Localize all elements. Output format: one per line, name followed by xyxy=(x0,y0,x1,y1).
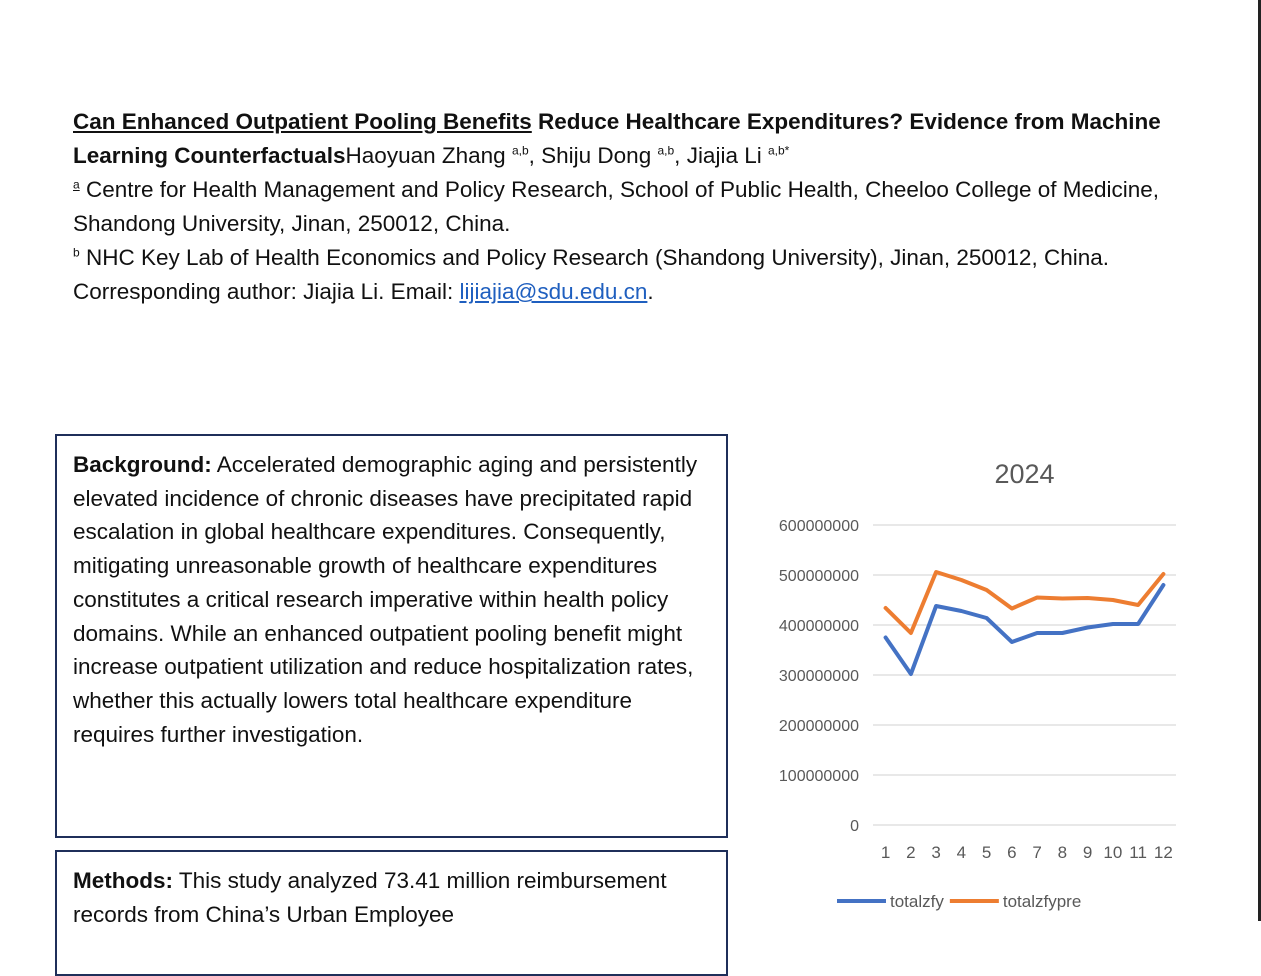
methods-paragraph xyxy=(73,864,710,931)
author-name: Jiajia Li xyxy=(686,143,762,168)
background-label: Background: xyxy=(73,452,212,477)
background-box xyxy=(55,434,728,838)
x-tick-label: 10 xyxy=(1103,843,1123,862)
methods-text: This study analyzed 73.41 million reimbursement records from China’s Urban Employee xyxy=(73,868,667,927)
background-text: Accelerated demographic aging and persistently elevated incidence of chronic diseases have precipitated rapid escalation in global healthcare expenditures. Consequently, mitigating unreasonable growth of healthcare expenditures constitutes a critical research imperative within health policy domains. While an enhanced outpatient pooling benefit might increase outpatient utilization and reduce hospitalization rates, whether this actually lowers total healthcare expenditure requires further investigation. xyxy=(73,452,698,747)
author-superscript: a,b* xyxy=(768,143,790,158)
line-chart xyxy=(740,440,1210,921)
affiliation-a xyxy=(73,173,1183,241)
paper-title-underlined: Can Enhanced Outpatient Pooling Benefits xyxy=(73,109,532,134)
x-tick-label: 3 xyxy=(931,843,941,862)
x-tick-label: 12 xyxy=(1153,843,1173,862)
affiliation-b xyxy=(73,241,1183,275)
author-superscript: a,b xyxy=(657,143,675,158)
legend-label-totalzfypre: totalzfypre xyxy=(1002,892,1082,911)
x-tick-label: 4 xyxy=(956,843,967,862)
y-tick-label: 500000000 xyxy=(778,568,859,585)
corresponding-prefix: Corresponding author: Jiajia Li. Email: xyxy=(73,279,460,304)
paper-title: Reduce Healthcare Expenditures? Evidence from Machine Learning Counterfactuals xyxy=(73,109,1161,168)
corresponding-suffix: . xyxy=(647,279,654,304)
methods-label: Methods: xyxy=(73,868,173,893)
background-paragraph xyxy=(73,448,710,751)
email-link[interactable]: lijiajia@sdu.edu.cn xyxy=(459,279,648,304)
x-tick-label: 8 xyxy=(1057,843,1068,862)
methods-box xyxy=(55,850,728,976)
corresponding-author xyxy=(73,275,1183,309)
x-tick-label: 1 xyxy=(880,843,891,862)
x-tick-label: 11 xyxy=(1129,843,1147,862)
chart-svg xyxy=(740,440,1210,921)
author-superscript: a,b xyxy=(511,143,529,158)
title-and-authors: Can Enhanced Outpatient Pooling Benefits Reduce Healthcare Expenditures? Evidence from Machine Learning CounterfactualsHaoyuan Zhang $^{a,b}$, Shiju Dong $^{a,b}$, Jiajia Li $^{a,b*}$ xyxy=(73,109,1161,168)
chart-title: 2024 xyxy=(994,459,1055,489)
y-tick-label: 400000000 xyxy=(778,618,859,635)
y-tick-label: 0 xyxy=(850,818,859,835)
y-tick-label: 100000000 xyxy=(778,768,859,785)
affiliation-mark: a xyxy=(73,177,80,192)
y-tick-label: 300000000 xyxy=(778,668,859,685)
x-tick-label: 9 xyxy=(1082,843,1093,862)
affiliation-text: NHC Key Lab of Health Economics and Policy Research (Shandong University), Jinan, 250012, China. xyxy=(85,245,1109,270)
paper-header xyxy=(73,105,1183,309)
affiliation-text: Centre for Health Management and Policy Research, School of Public Health, Cheeloo College of Medicine, Shandong University, Jinan, 250012, China. xyxy=(73,177,1160,236)
x-tick-label: 7 xyxy=(1032,843,1042,862)
y-tick-label: 200000000 xyxy=(778,718,859,735)
legend-label-totalzfy: totalzfy xyxy=(890,892,944,911)
x-tick-label: 2 xyxy=(906,843,916,862)
x-tick-label: 5 xyxy=(981,843,992,862)
affiliation-mark: b xyxy=(73,245,80,260)
author-name: Haoyuan Zhang xyxy=(345,143,506,168)
x-tick-label: 6 xyxy=(1007,843,1017,862)
y-tick-label: 600000000 xyxy=(778,518,859,535)
author-name: Shiju Dong xyxy=(541,143,652,168)
